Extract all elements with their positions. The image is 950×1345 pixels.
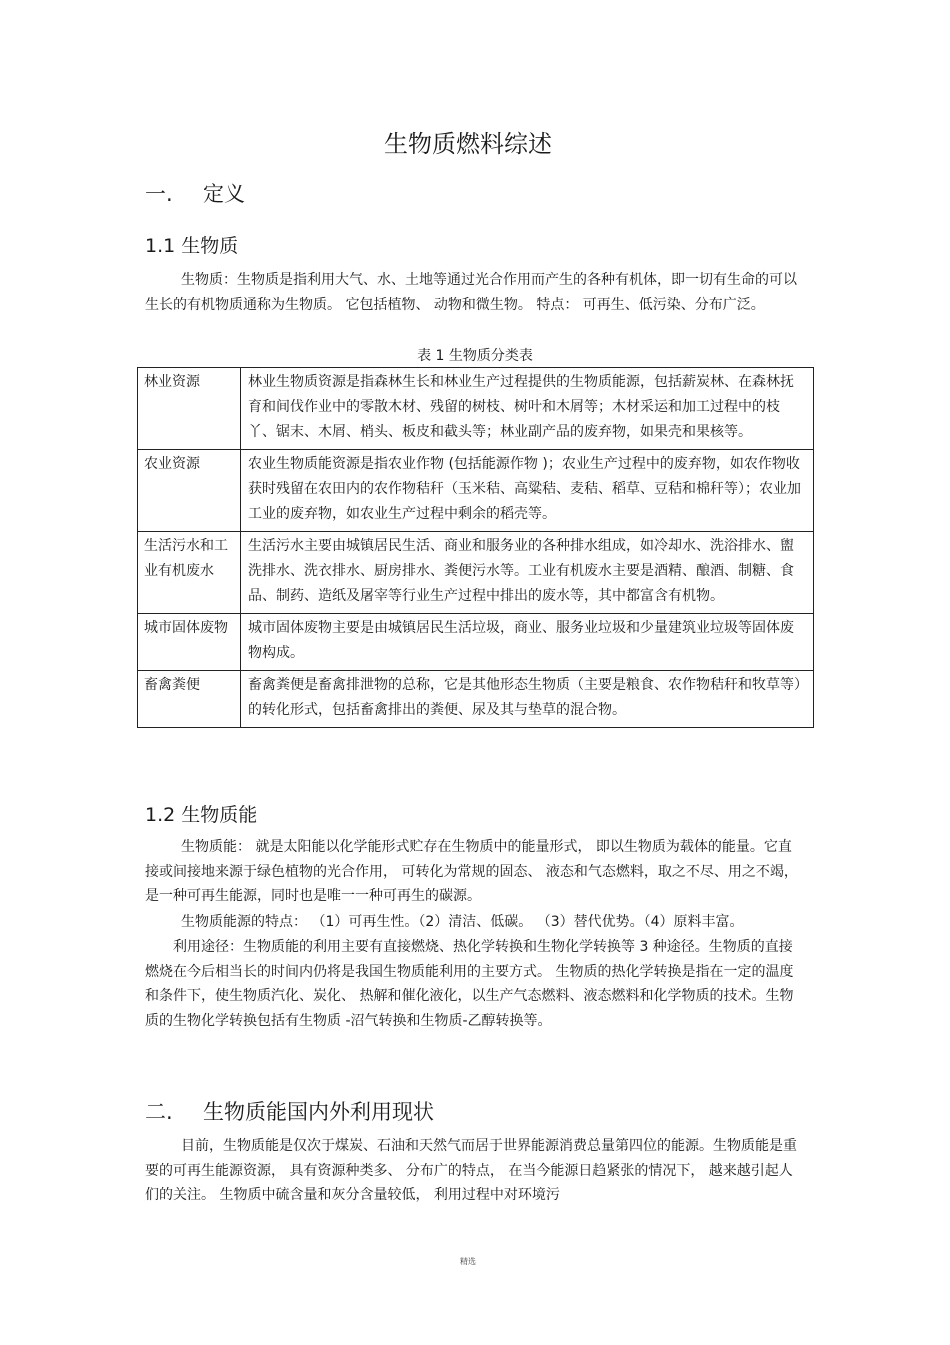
- table-row: [138, 614, 814, 671]
- table-cell-category: 农业资源: [138, 450, 241, 532]
- biomass-definition-paragraph: [145, 268, 805, 317]
- table-cell-description: 生活污水主要由城镇居民生活、商业和服务业的各种排水组成，如冷却水、洗浴排水、盥洗排水、洗衣排水、厨房排水、粪便污水等。工业有机废水主要是酒精、酿酒、制糖、食品、制药、造纸及屠宰等行业生产过程中排出的废水等，其中都富含有机物。: [241, 532, 814, 614]
- section-1-label: 定义: [203, 182, 245, 206]
- section-1-number: 一.: [145, 182, 173, 206]
- section-1-heading: [145, 178, 245, 208]
- table-cell-description: 农业生物质能资源是指农业作物 (包括能源作物 )；农业生产过程中的废弃物，如农作物收获时残留在农田内的农作物秸秆（玉米秸、高粱秸、麦秸、稻草、豆秸和棉秆等）；农业加工业的废弃物，如农业生产过程中剩余的稻壳等。: [241, 450, 814, 532]
- bioenergy-definition-text: 生物质能： 就是太阳能以化学能形式贮存在生物质中的能量形式， 即以生物质为载体的能量。它直接或间接地来源于绿色植物的光合作用， 可转化为常规的固态、 液态和气态燃料，取之不尽、用之不竭，是一种可再生能源，同时也是唯一一种可再生的碳源。: [145, 839, 798, 904]
- table-cell-description: 城市固体废物主要是由城镇居民生活垃圾，商业、服务业垃圾和少量建筑业垃圾等固体废物构成。: [241, 614, 814, 671]
- biomass-classification-table: [137, 367, 814, 728]
- table-cell-category: 畜禽粪便: [138, 671, 241, 728]
- bioenergy-features-paragraph: [145, 910, 805, 935]
- table-cell-category: 城市固体废物: [138, 614, 241, 671]
- utilization-paths-paragraph: [145, 935, 805, 1033]
- table-cell-category: 林业资源: [138, 368, 241, 450]
- subsection-1-2-heading: 1.2 生物质能: [145, 804, 258, 826]
- utilization-status-paragraph: [145, 1134, 805, 1208]
- utilization-paths-text: 利用途径：生物质能的利用主要有直接燃烧、热化学转换和生物化学转换等 3 种途径。生物质的直接燃烧在今后相当长的时间内仍将是我国生物质能利用的主要方式。 生物质的热化学转换是指在一定的温度和条件下，使生物质汽化、炭化、 热解和催化液化，以生产气态燃料、液态燃料和化学物质的技术。生物质的生物化学转换包括有生物质 -沼气转换和生物质-乙醇转换等。: [145, 939, 794, 1029]
- table-cell-category: 生活污水和工业有机废水: [138, 532, 241, 614]
- table-row: [138, 671, 814, 728]
- subsection-1-1-heading: 1.1 生物质: [145, 235, 239, 257]
- document-title: 生物质燃料综述: [384, 130, 552, 158]
- section-2-heading: [145, 1096, 434, 1126]
- table-caption: 表 1 生物质分类表: [417, 348, 533, 364]
- table-cell-description: 畜禽粪便是畜禽排泄物的总称，它是其他形态生物质（主要是粮食、农作物秸秆和牧草等）的转化形式，包括畜禽排出的粪便、尿及其与垫草的混合物。: [241, 671, 814, 728]
- table-row: [138, 368, 814, 450]
- biomass-definition-text: 生物质：生物质是指利用大气、水、土地等通过光合作用而产生的各种有机体，即一切有生命的可以生长的有机物质通称为生物质。 它包括植物、 动物和微生物。 特点： 可再生、低污染、分布广泛。: [145, 272, 797, 313]
- bioenergy-definition-paragraph: [145, 835, 805, 909]
- table-row: [138, 532, 814, 614]
- section-2-label: 生物质能国内外利用现状: [203, 1100, 434, 1124]
- page-footer: 精选: [460, 1257, 476, 1266]
- utilization-status-text: 目前，生物质能是仅次于煤炭、石油和天然气而居于世界能源消费总量第四位的能源。生物质能是重要的可再生能源资源， 具有资源种类多、 分布广的特点， 在当今能源日趋紧张的情况下， 越来越引起人们的关注。 生物质中硫含量和灰分含量较低， 利用过程中对环境污: [145, 1138, 797, 1203]
- table-cell-description: 林业生物质资源是指森林生长和林业生产过程提供的生物质能源，包括薪炭林、在森林抚育和间伐作业中的零散木材、残留的树枝、树叶和木屑等；木材采运和加工过程中的枝丫、锯末、木屑、梢头、板皮和截头等；林业副产品的废弃物，如果壳和果核等。: [241, 368, 814, 450]
- table-row: [138, 450, 814, 532]
- bioenergy-features-text: 生物质能源的特点： （1）可再生性。（2）清洁、低碳。 （3）替代优势。（4）原料丰富。: [181, 914, 744, 930]
- section-2-number: 二.: [145, 1100, 173, 1124]
